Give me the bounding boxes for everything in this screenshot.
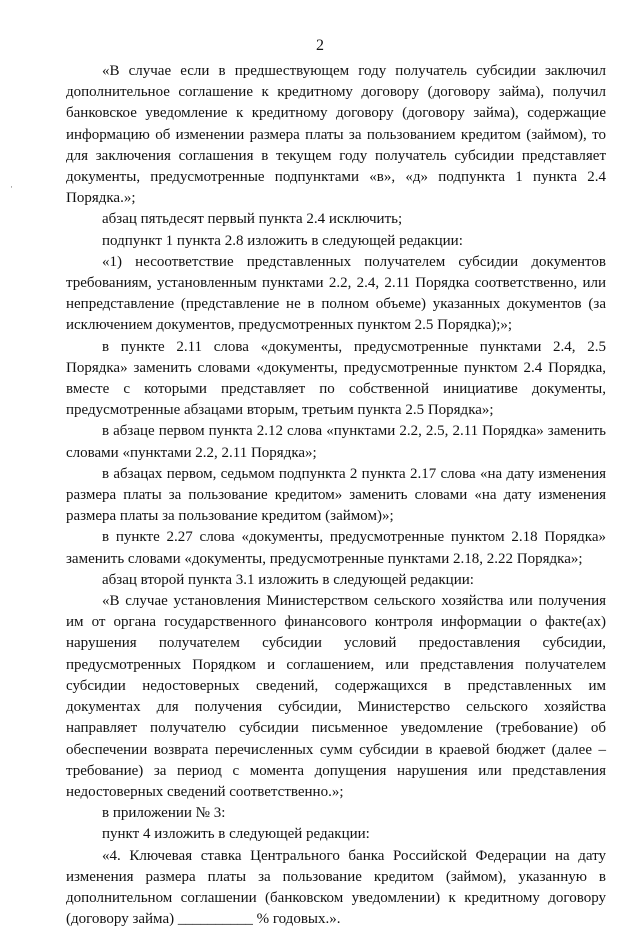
paragraph-4: «1) несоответствие представленных получателем субсидии документов требованиям, установленным пунктами 2.2, 2.4, 2.11 Порядка соответственно, или непредставление (представление не в полном объеме) указанных документов (за исключением документов, предусмотренных пунктом 2.5 Порядка);»; (66, 253, 606, 334)
paragraph-3: подпункт 1 пункта 2.8 изложить в следующей редакции: (102, 232, 463, 249)
margin-mark: · (10, 182, 13, 192)
paragraph-7: в абзацах первом, седьмом подпункта 2 пункта 2.17 слова «на дату изменения размера платы за пользование кредитом» заменить словами «на дату изменения размера платы за пользование кредитом (займом)»; (66, 465, 606, 525)
paragraph-13: «4. Ключевая ставка Центрального банка Российской Федерации на дату изменения размера платы за пользование кредитом (займом), указанную в дополнительном соглашении (банковском уведомлении) к кредитному договору (договору займа) __________ % годовых.». (66, 847, 606, 928)
paragraph-10: «В случае установления Министерством сельского хозяйства или получения им от органа государственного финансового контроля информации о факте(ах) нарушения получателем субсидии условий предоставления субсидии, предусмотренных Порядком и соглашением, или представления получателем субсидии недостоверных сведений, содержащихся в представленных им документах для получения субсидии, Министерство сельского хозяйства направляет получателю субсидии письменное уведомление (требование) об обеспечении возврата перечисленных сумм субсидии в краевой бюджет (далее – требование) за период с момента допущения нарушения или представления недостоверных сведений соответственно.»; (66, 593, 606, 800)
paragraph-2: абзац пятьдесят первый пункта 2.4 исключить; (102, 211, 403, 228)
paragraph-1: «В случае если в предшествующем году получатель субсидии заключил дополнительное соглашение к кредитному договору (договору займа), получил банковское уведомление к кредитному договору (договору займа), содержащие информацию об изменении размера платы за пользованием кредитом (займом), то для заключения соглашения в текущем году получатель субсидии представляет документы, предусмотренные подпунктами «в», «д» подпункта 1 пункта 2.4 Порядка.»; (66, 63, 606, 207)
paragraph-12: пункт 4 изложить в следующей редакции: (102, 826, 370, 843)
paragraph-8: в пункте 2.27 слова «документы, предусмотренные пунктом 2.18 Порядка» заменить словами «документы, предусмотренные пунктами 2.18, 2.22 Порядка»; (66, 529, 606, 567)
document-body (66, 61, 606, 930)
paragraph-6: в абзаце первом пункта 2.12 слова «пунктами 2.2, 2.5, 2.11 Порядка» заменить словами «пунктами 2.2, 2.11 Порядка»; (66, 423, 606, 461)
paragraph-5: в пункте 2.11 слова «документы, предусмотренные пунктами 2.4, 2.5 Порядка» заменить словами «документы, предусмотренные пунктом 2.4 Порядка, вместе с которыми представляет по собственной инициативе документы, предусмотренные абзацами вторым, третьим пункта 2.5 Порядка»; (66, 338, 606, 419)
paragraph-9: абзац второй пункта 3.1 изложить в следующей редакции: (102, 571, 474, 588)
paragraph-11: в приложении № 3: (102, 805, 226, 822)
page-number: 2 (316, 37, 324, 54)
